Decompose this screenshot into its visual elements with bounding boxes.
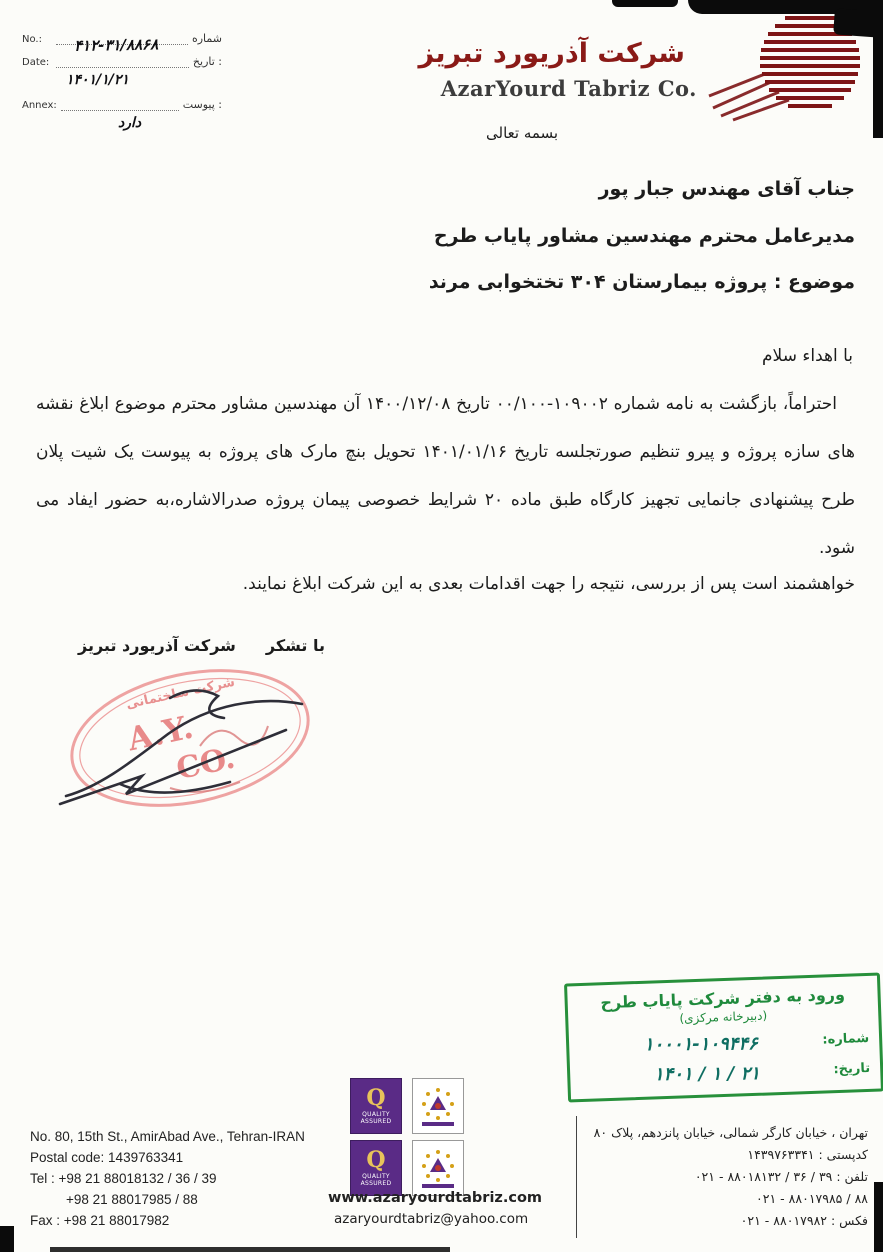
ref-annex-label-fa: پیوست : [182, 98, 222, 111]
footer-address-fa [588, 1122, 868, 1232]
ref-date-value: ۱۴۰۱/۱/۲۱ [66, 72, 129, 88]
footer-en-tel1: Tel : +98 21 88018132 / 36 / 39 [30, 1171, 217, 1186]
signoff-company: شرکت آذریورد تبریز [78, 636, 236, 655]
email-text: azaryourdtabriz@yahoo.com [334, 1211, 529, 1227]
received-stamp-subtitle: (دبیرخانه مرکزی) [679, 1008, 768, 1026]
ref-annex-row [22, 92, 222, 111]
dotted-line [56, 56, 189, 68]
footer-en-fax: Fax : +98 21 88017982 [30, 1213, 170, 1228]
quality-assured-badge-icon [350, 1140, 402, 1196]
stamp-ay-text: A.Y. [124, 707, 197, 759]
bismillah-line: بسمه تعالی [486, 124, 559, 142]
footer-fa-tel1: تلفن : ۳۹ / ۳۶ / ۸۸۰۱۸۱۳۲ - ۰۲۱ [694, 1169, 868, 1184]
badge-quality-text-2: ASSURED [360, 1118, 392, 1125]
badge-quality-text-2: ASSURED [360, 1180, 392, 1187]
ref-no-label-fa: شماره [191, 32, 222, 45]
footer-fa-tel2: ۸۸ / ۸۸۰۱۷۹۸۵ - ۰۲۱ [756, 1191, 868, 1206]
scan-artifact [857, 0, 883, 36]
website-text: www.azaryourdtabriz.com [328, 1190, 543, 1206]
cert-stars-badge-icon [412, 1140, 464, 1196]
letter-body-paragraph: احتراماً، بازگشت به نامه شماره ۱۰۹۰۰۲-۰۰/۱۰۰ تاریخ ۱۴۰۰/۱۲/۰۸ آن مهندسین مشاور محترم موضوع ابلاغ نقشه های سازه پروژه و پیرو تنظیم صورتجلسه تاریخ ۱۴۰۱/۰۱/۱۶ تحویل بنچ مارک های پروژه به پیوست یک شیت پلان طرح پیشنهادی جانمایی تجهیز کارگاه طبق ماده ۲۰ شرایط خصوصی پیمان پروژه صدرالاشاره،به حضور ایفاد می شود. [36, 394, 855, 558]
footer-fa-postal: کدپستی : ۱۴۳۹۷۶۳۳۴۱ [747, 1147, 868, 1162]
footer-fa-fax: فکس : ۸۸۰۱۷۹۸۲ - ۰۲۱ [740, 1213, 868, 1228]
reference-block [22, 26, 222, 131]
badge-q-letter: Q [366, 1085, 386, 1111]
footer-en-address: No. 80, 15th St., AmirAbad Ave., Tehran-IRAN [30, 1129, 305, 1144]
received-stamp-date-label: تاریخ: [833, 1060, 871, 1078]
company-name-fa: شرکت آذریورد تبریز [418, 38, 685, 69]
received-stamp-title: ورود به دفتر شرکت پایاب طرح [600, 984, 846, 1013]
ref-annex-value: دارد [118, 115, 142, 131]
scan-artifact [0, 1226, 14, 1252]
ref-date-label-fa: تاریخ : [192, 55, 222, 68]
badge-quality-text-1: QUALITY [362, 1173, 390, 1180]
scan-artifact [50, 1247, 450, 1252]
received-stamp-date-row [580, 1058, 871, 1089]
quality-assured-badge-icon [350, 1078, 402, 1134]
cert-stars-badge-icon [412, 1078, 464, 1134]
scan-artifact [873, 28, 883, 138]
company-name-en: AzarYourd Tabriz Co. [440, 76, 697, 101]
dotted-line [61, 99, 179, 111]
received-stamp-date-value: ۲۱ / ۱ / ۱۴۰۱ [653, 1063, 760, 1086]
ref-annex-label-en: Annex: [22, 100, 57, 111]
closing-line: خواهشمند است پس از بررسی، نتیجه را جهت اقدامات بعدی به این شرکت ابلاغ نمایند. [242, 574, 855, 594]
footer-divider [576, 1116, 577, 1238]
signature-and-stamp [50, 638, 340, 828]
recipient-line-1: جناب آقای مهندس جبار پور [598, 178, 855, 200]
certification-badges [350, 1078, 464, 1196]
badge-q-letter: Q [366, 1147, 386, 1173]
subject-line: موضوع : پروژه بیمارستان ۳۰۴ تختخوابی مرند [428, 271, 855, 293]
recipient-line-2: مدیرعامل محترم مهندسین مشاور پایاب طرح [433, 225, 855, 247]
received-stamp-no-value: ۱۰۰۰۱-۱۰۹۴۴۶ [643, 1033, 758, 1056]
scan-artifact [874, 1182, 883, 1252]
footer-address-en [30, 1126, 305, 1231]
ref-date-label-en: Date: [22, 57, 50, 68]
received-stamp-no-label: شماره: [822, 1030, 870, 1048]
signoff-thanks: با تشکر [265, 636, 326, 655]
badge-quality-text-1: QUALITY [362, 1111, 390, 1118]
ref-number-value: ۴۱۲-۳۱/۸۸۶۸ [73, 35, 159, 55]
footer-en-postal: Postal code: 1439763341 [30, 1150, 184, 1165]
stamp-co-text: CO. [173, 740, 239, 788]
salutation-line: با اهداء سلام [762, 346, 853, 366]
ref-no-label-en: No.: [22, 34, 42, 45]
stamp-arc-text: شرکت ساختمانی [124, 674, 237, 713]
received-stamp-number-row [579, 1028, 870, 1059]
footer-en-tel2: +98 21 88017985 / 88 [66, 1192, 198, 1207]
received-stamp [564, 973, 883, 1103]
scan-artifact [612, 0, 678, 7]
footer-fa-address: تهران ، خیابان کارگر شمالی، خیابان پانزدهم، پلاک ۸۰ [593, 1125, 868, 1140]
